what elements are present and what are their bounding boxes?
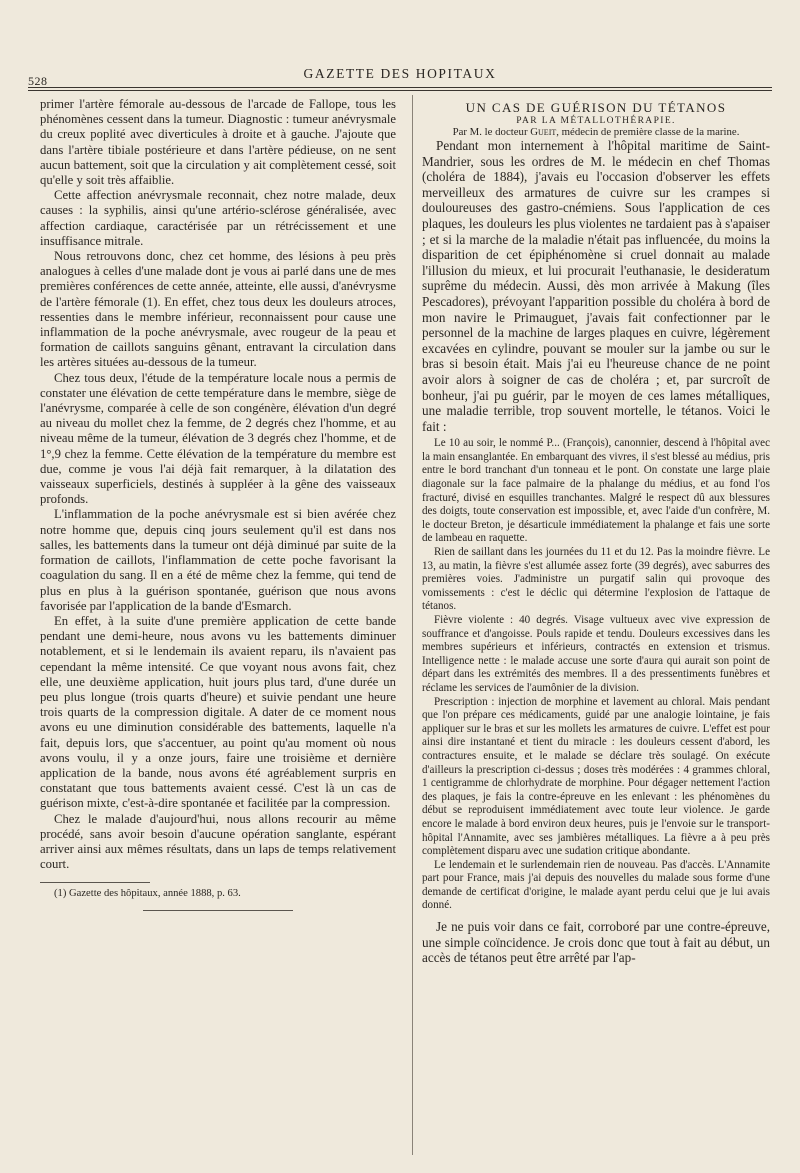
article-conclusion xyxy=(422,919,770,966)
page-number: 528 xyxy=(28,74,48,88)
footnote: (1) Gazette des hôpitaux, année 1888, p. 63. xyxy=(54,888,241,900)
header-rule xyxy=(28,87,772,91)
paragraph: Nous retrouvons donc, chez cet homme, des lésions à peu près analogues à celles d'une malade dont je vous ai parlé dans une de mes premières conférences de cette année, atteinte, elle aussi, d'anévrysme de l'artère fémorale (1). En effet, chez tous deux les douleurs atroces, ressenties dans le membre inférieur, reconnaissent pour cause une inflammation de la poche anévrysmale, avec rougeur de la peau et formation de caillots sanguins gênant, entravant la circulation dans les artères situées au-dessous de la tumeur. xyxy=(40,249,396,370)
byline-author: Gueit xyxy=(530,126,557,138)
paragraph: En effet, à la suite d'une première application de cette bande pendant une demi-heure, nous avons vu les battements diminuer notablement, et si le lendemain ils avaient reparu, ils n'avaient pas cependant la même intensité. Ce que voyant nous avons fait, chez elle, une deuxième application, huit jours plus tard, d'une durée un peu plus longue (trois quarts d'heure) et suivie pendant une heure trois quarts de la compression digitale. A dater de ce moment nous avons eu une diminution considérable des battements, laquelle n'a fait, depuis lors, que s'accentuer, au point qu'au moment où nous avons voulu, il y a onze jours, faire une troisième et dernière application de la bande, nous avons été agréablement surpris en constatant que tous battements avaient cessé. C'est là un cas de guérison mixte, c'est-à-dire spontanée et facilitée par la compression. xyxy=(40,613,396,811)
paragraph: Le 10 au soir, le nommé P... (François), canonnier, descend à l'hôpital avec la main ensanglantée. En embarquant des vivres, il s'est blessé au médius, pris entre le bord tranchant d'un tonneau et le pont. On constate une large plaie diagonale sur la face palmaire de la phalange du médius, et au fond l'os fracturé, divisé en esquilles tranchantes. Malgré le respect dû aux blessures des doigts, toute conservation est impossible, et, avec l'aide d'un confrère, M. le docteur Breton, je désarticule immédiatement la phalange et fais une sorte de lambeau en raquette. xyxy=(422,437,770,545)
footnote-rule xyxy=(40,882,150,883)
byline-suffix: , médecin de première classe de la marine. xyxy=(556,126,740,138)
running-head: GAZETTE DES HOPITAUX xyxy=(303,66,497,81)
byline xyxy=(422,126,770,138)
left-column-body xyxy=(40,97,396,872)
paragraph: Le lendemain et le surlendemain rien de nouveau. Pas d'accès. L'Annamite part pour France, mais j'ai depuis des nouvelles du malade sous forme d'une demande de certificat d'origine, le malade ayant perdu celui que je lui avais donné. xyxy=(422,858,770,912)
paragraph: Prescription : injection de morphine et lavement au chloral. Mais pendant que l'on prépare ces médicaments, guidé par une analogie lointaine, je fais appliquer sur le bras et sur les mollets les armatures de cuivre. L'effet est pour ainsi dire instantané et tient du miracle : les douleurs cessent d'abord, les contractures ensuite, et le malade se déclare très soulagé. On exécute d'ailleurs la prescription ci-dessus ; doses très modérées : 4 grammes chloral, 1 centigramme de chlorhydrate de morphine. Pour dégager nettement l'action des plaques, je fais la contre-épreuve en les enlevant : les phénomènes du début se reproduisent immédiatement avec toute leur violence. Je garde encore le malade à bord environ deux heures, puis je l'envoie sur le transport-hôpital l'Annamite, avec ses jambières métalliques. La fièvre a à peu près complètement disparu avec une sudation critique abondante. xyxy=(422,695,770,858)
article-subtitle: PAR LA MÉTALLOTHÉRAPIE. xyxy=(516,116,676,126)
paragraph: primer l'artère fémorale au-dessous de l'arcade de Fallope, tous les phénomènes cessent dans la tumeur. Diagnostic : tumeur anévrysmale du creux poplité avec diverticules à droite et à gauche. J'ajoute que dans l'artère tibiale postérieure et dans l'artère pédieuse, on ne sent aucun battement, soit que la circulation y ait complètement cessé, soit qu'elle y soit très affaiblie. xyxy=(40,97,396,188)
paragraph: L'inflammation de la poche anévrysmale est si bien avérée chez notre homme que, depuis cinq jours seulement qu'il est dans nos salles, les battements dans la tumeur ont déjà diminué par suite de la formation de caillots, l'inflammation de cette poche favorisant la coagulation du sang. Il en a été de même chez la femme, qui tend de plus en plus à la guérison spontanée, guérison que nous avons favorisée par l'application de la bande d'Esmarch. xyxy=(40,507,396,613)
paragraph: Chez tous deux, l'étude de la température locale nous a permis de constater une élévation de cette température dans le membre, siège de l'anévrysme, comparée à celle de son congénère, élévation d'un degré au niveau du mollet chez la femme, de 2 degrés chez l'homme, et au niveau même de la tumeur, élévation de 3 degrés chez l'homme, et de 1°,9 chez la femme. Cette élévation de la température du membre est due, comme je vous l'ai déjà fait remarquer, à la dilatation des vaisseaux superficiels, destinés à suppléer à la gêne des vaisseaux profonds. xyxy=(40,370,396,507)
paragraph: Pendant mon internement à l'hôpital maritime de Saint-Mandrier, sous les ordres de M. le médecin en chef Thomas (choléra de 1884), j'avais eu l'occasion d'observer les effets merveilleux des armatures de cuivre sur les crampes si douloureuses des gastro-cnémiens. Sous l'application de ces plaques, les douleurs les plus violentes ne tardaient pas à s'apaiser ; et si la marche de la maladie n'était pas influencée, du moins la disparition de cet épiphénomène si cruel donnait au malade l'illusion du mieux, et lui procurait l'euthanasie, le desideratum suprême du médecin. Aussi, dès mon arrivée à Makung (îles Pescadores), prévoyant l'apparition possible du choléra à bord de mon navire le Primauguet, j'avais fait confectionner par le personnel de la machine de larges plaques en cuivre, légèrement excavées en cylindre, pouvant se mouler sur la jambe ou sur le bras si besoin était. Mais j'ai eu l'heureuse chance de ne point avoir alors à soigner de cas de choléra ; et, par surcroît de bonheur, j'ai pu guérir, par le moyen de ces lames métalliques, une maladie terrible, trop souvent mortelle, le tétanos. Voici le fait : xyxy=(422,138,770,434)
paragraph: Fièvre violente : 40 degrés. Visage vultueux avec vive expression de souffrance et d'angoisse. Pouls rapide et tendu. Douleurs excessives dans les membres supérieurs et inférieurs, contractés en extension et trismus. Intelligence nette : le malade accuse une sorte d'aura qui aurait son point de départ dans les extrémités des membres. Il a des pressentiments funèbres et réclame les services de l'aumônier de la division. xyxy=(422,614,770,694)
byline-prefix: Par M. le docteur xyxy=(452,126,531,138)
paragraph: Cette affection anévrysmale reconnait, chez notre malade, deux causes : la syphilis, ainsi qu'une artério-sclérose généralisée, avec affection cardiaque, caractérisée par un rétrécissement et une insuffisance mitrale. xyxy=(40,188,396,248)
paragraph: Je ne puis voir dans ce fait, corroboré par une contre-épreuve, une simple coïncidence. Je crois donc que tout à fait au début, un accès de tétanos peut être arrêté par l'ap- xyxy=(422,919,770,966)
column-divider xyxy=(412,95,413,1155)
paragraph: Chez le malade d'aujourd'hui, nous allons recourir au même procédé, sans avoir besoin d'aucune opération sanglante, espérant arriver ainsi aux mêmes résultats, dans un laps de temps relativement court. xyxy=(40,811,396,872)
left-column xyxy=(40,97,396,913)
right-column xyxy=(422,100,770,966)
case-observation xyxy=(422,437,770,913)
article-title: UN CAS DE GUÉRISON DU TÉTANOS xyxy=(465,100,727,115)
end-ornament xyxy=(143,910,293,913)
paragraph: Rien de saillant dans les journées du 11 et du 12. Pas la moindre fièvre. Le 13, au matin, la fièvre s'est allumée assez forte (39 degrés), avec saburres des premières voies. J'administre un purgatif salin qui provoque des vomissements : c'est le déclic qui détermine l'explosion de l'attaque de tétanos. xyxy=(422,546,770,613)
article-lead xyxy=(422,138,770,434)
